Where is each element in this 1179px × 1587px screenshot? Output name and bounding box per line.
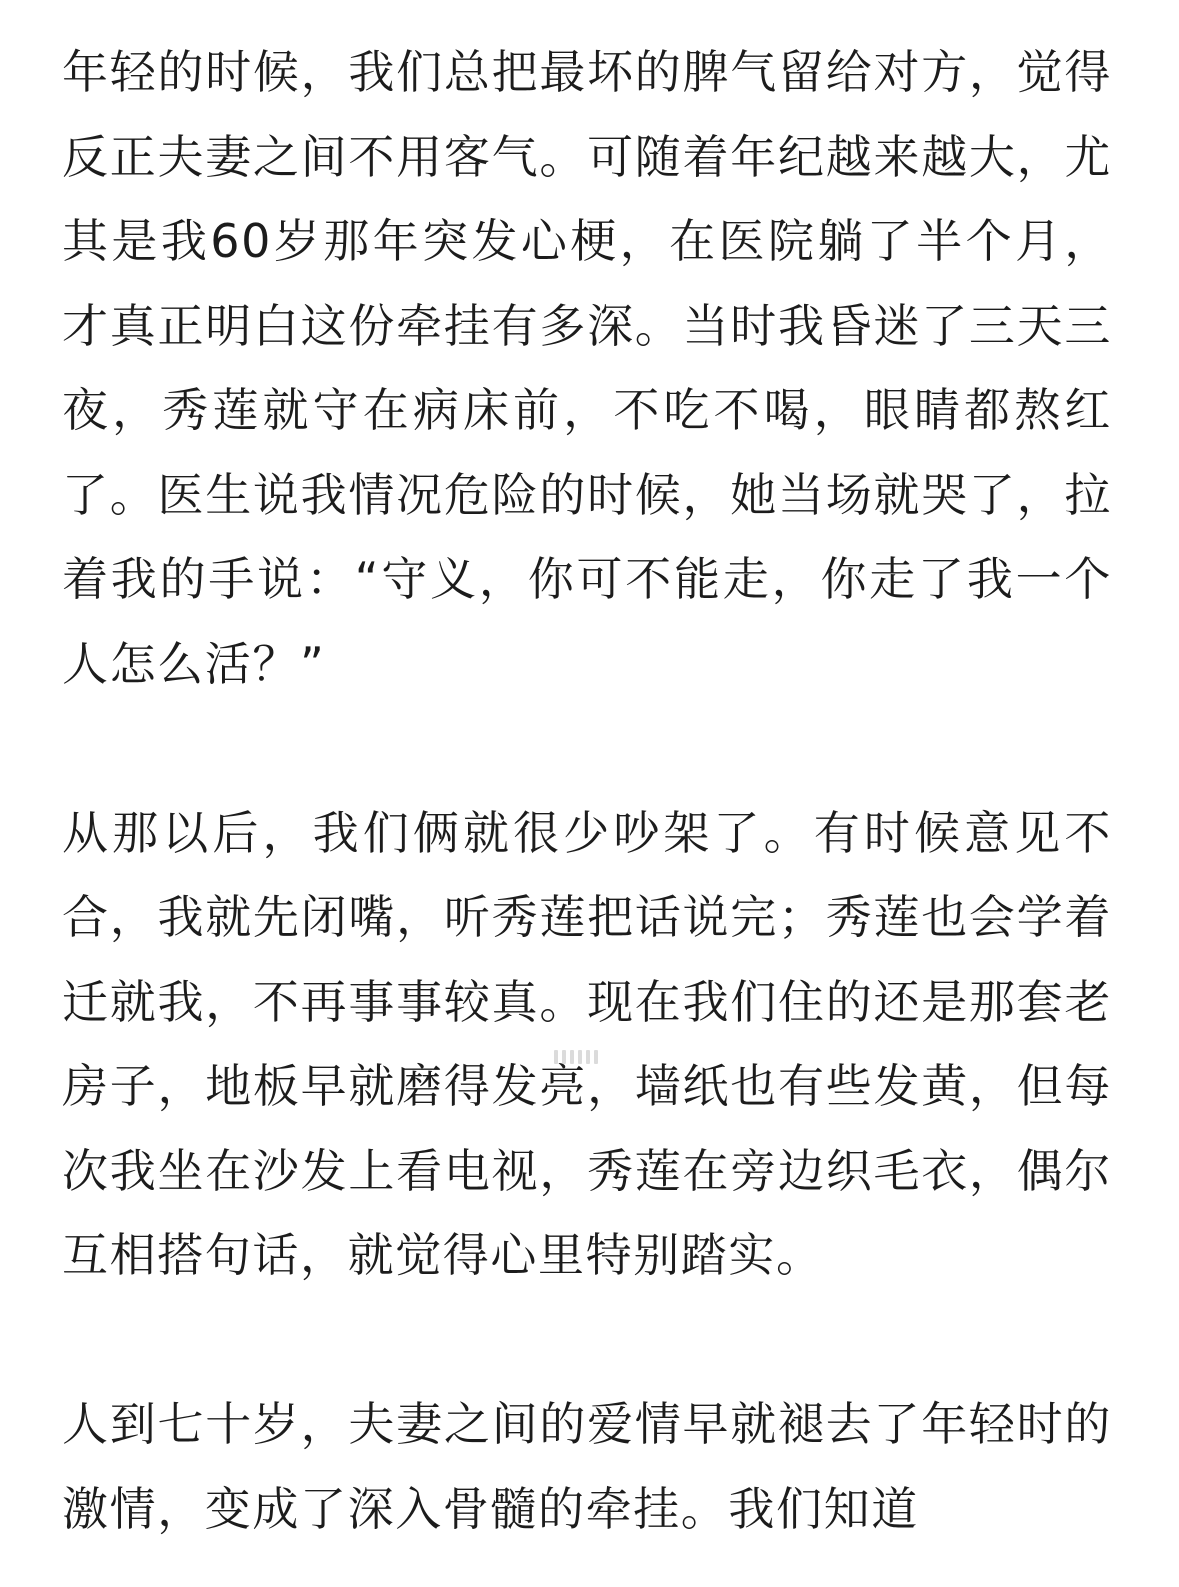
watermark-icon [554, 1050, 610, 1064]
article-body [62, 30, 1112, 1551]
paragraph-1: 年轻的时候，我们总把最坏的脾气留给对方，觉得反正夫妻之间不用客气。可随着年纪越来越大，尤其是我60岁那年突发心梗，在医院躺了半个月，才真正明白这份牵挂有多深。当时我昏迷了三天三夜，秀莲就守在病床前，不吃不喝，眼睛都熬红了。医生说我情况危险的时候，她当场就哭了，拉着我的手说：“守义，你可不能走，你走了我一个人怎么活？” [62, 45, 1112, 691]
paragraph-3: 人到七十岁，夫妻之间的爱情早就褪去了年轻时的激情，变成了深入骨髓的牵挂。我们知道 [62, 1397, 1112, 1536]
paragraph-2: 从那以后，我们俩就很少吵架了。有时候意见不合，我就先闭嘴，听秀莲把话说完；秀莲也会学着迁就我，不再事事较真。现在我们住的还是那套老房子，地板早就磨得发亮，墙纸也有些发黄，但每次我坐在沙发上看电视，秀莲在旁边织毛衣，偶尔互相搭句话，就觉得心里特别踏实。 [62, 805, 1112, 1282]
